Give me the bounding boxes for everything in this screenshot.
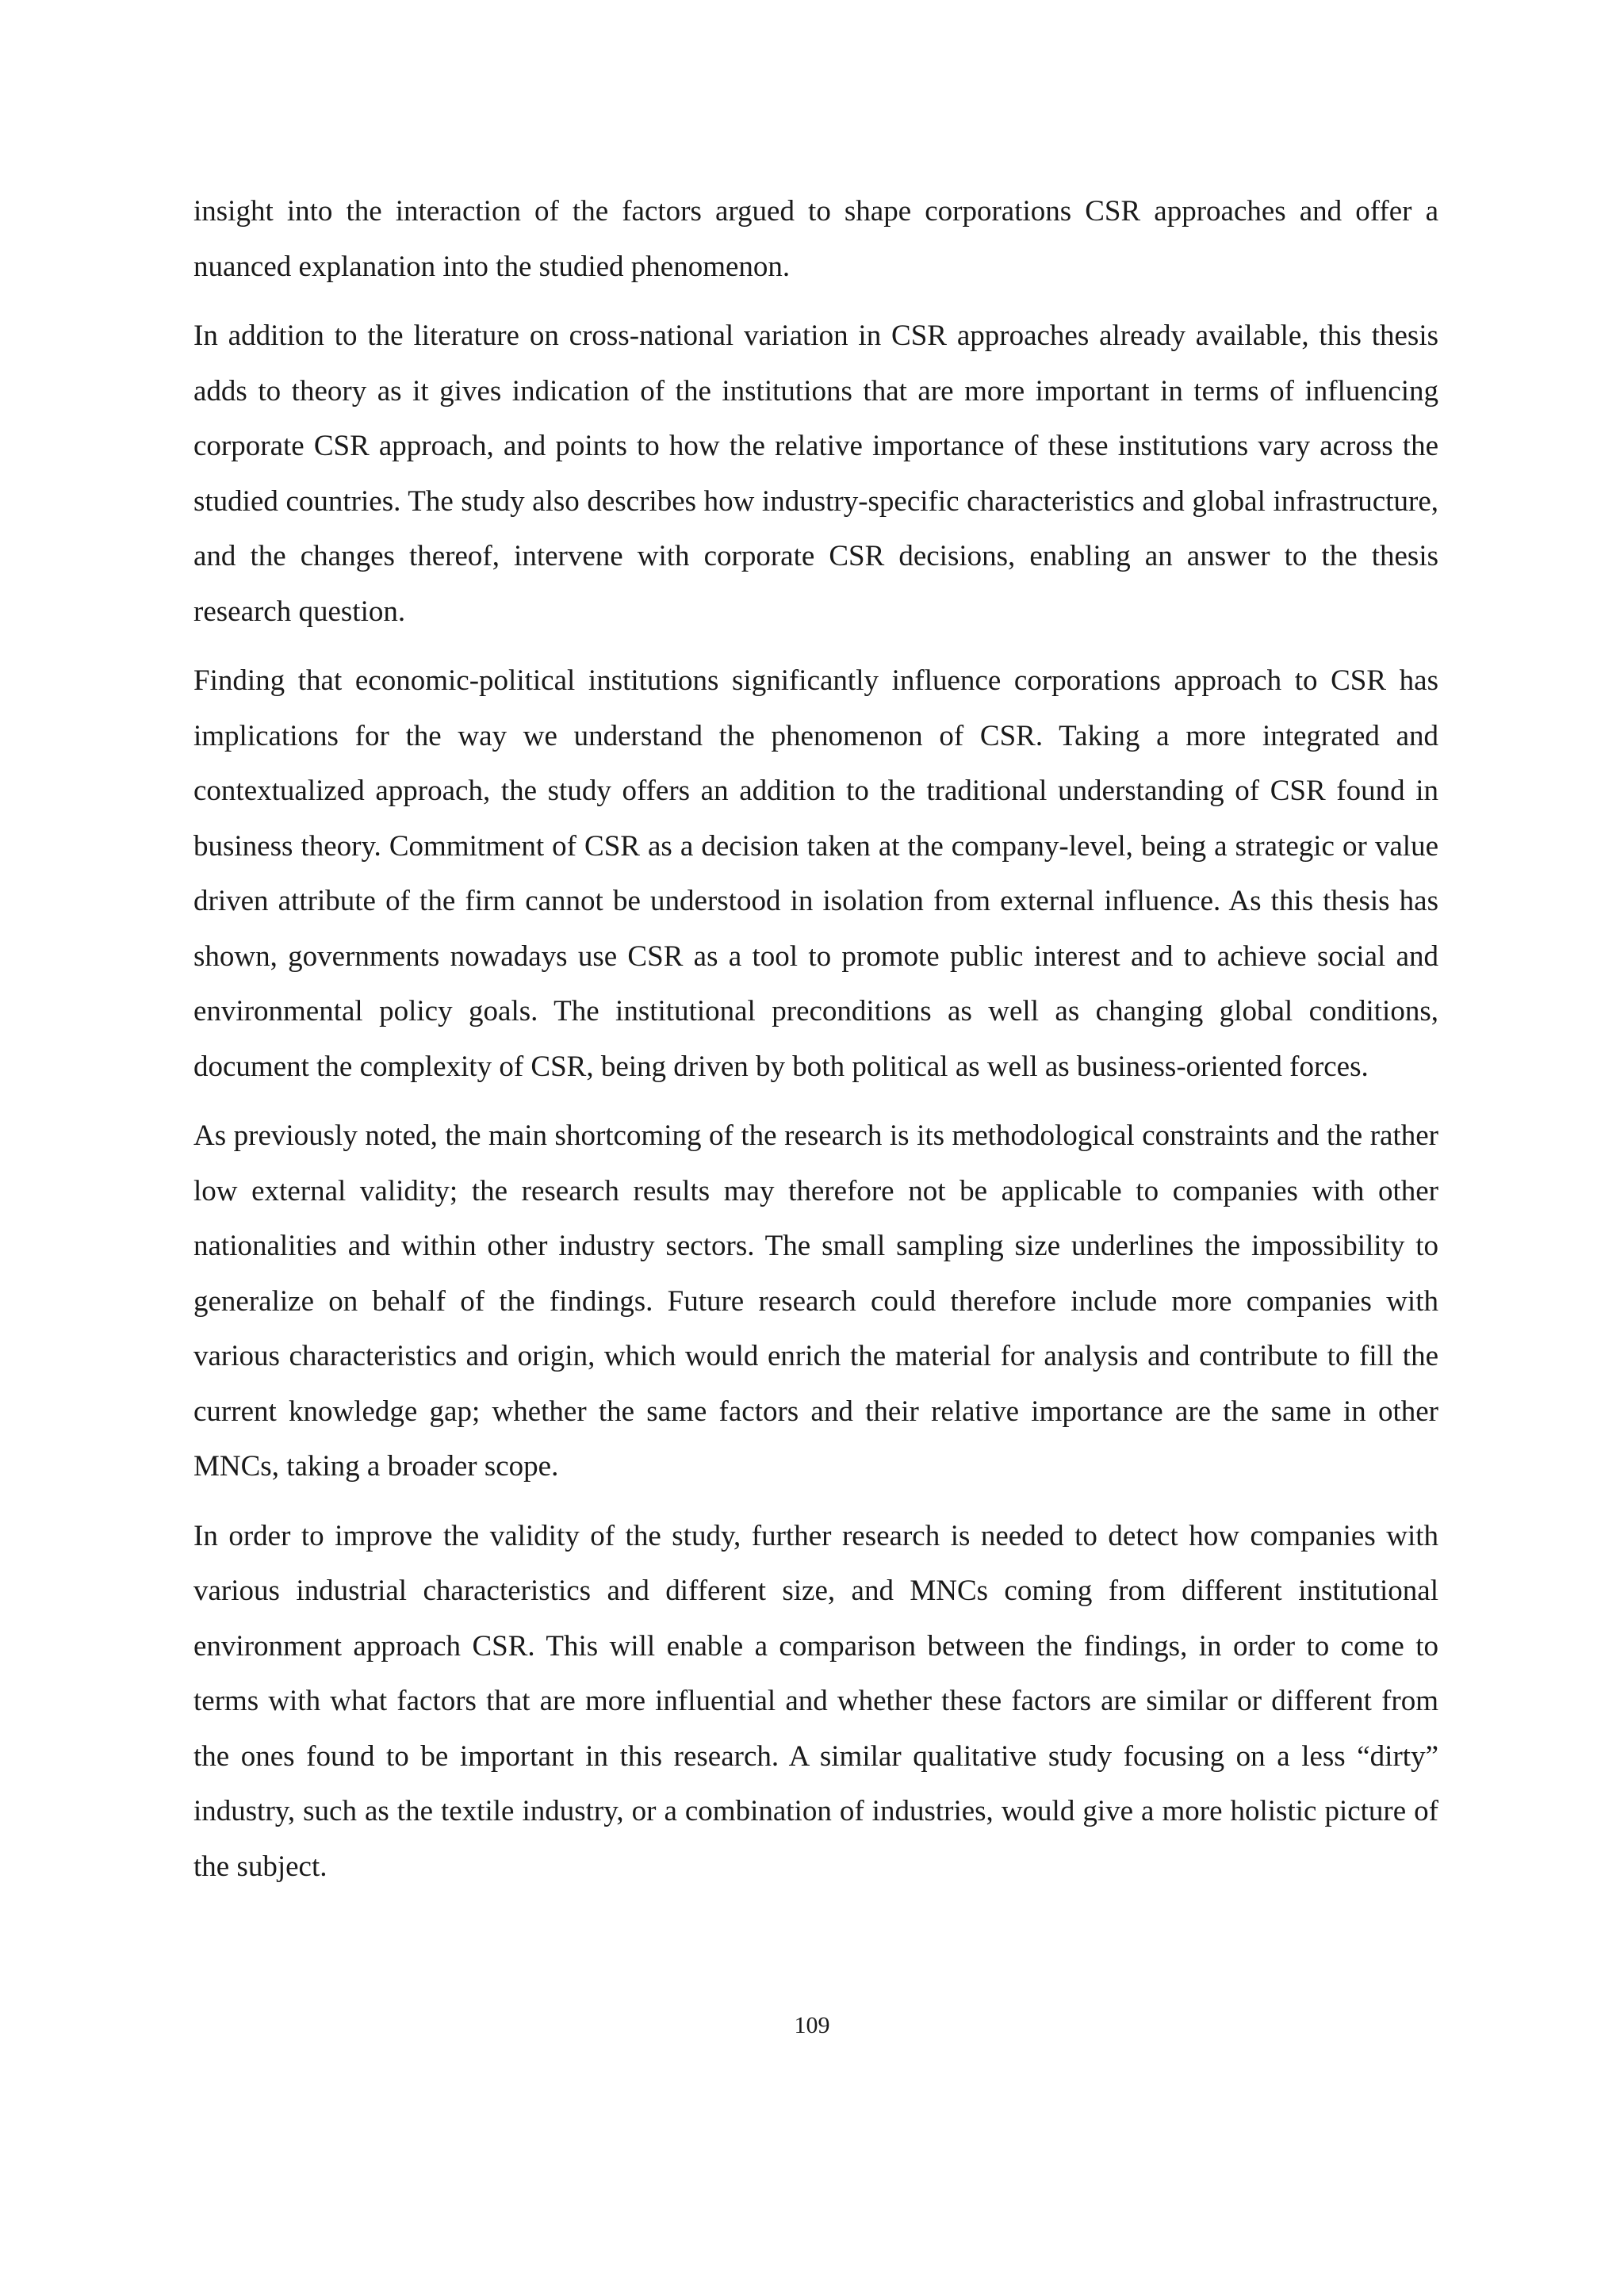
paragraph-continuation: insight into the interaction of the factors argued to shape corporations CSR approaches and offer a nuanced explanation into the studied phenomenon. bbox=[193, 195, 1438, 283]
paragraph-implications: Finding that economic-political institutions significantly influence corporations approach to CSR has implications for the way we understand the phenomenon of CSR. Taking a more integrated and contextualized approach, the study offers an addition to the traditional understanding of CSR found in business theory. Commitment of CSR as a decision taken at the company-level, being a strategic or value driven attribute of the firm cannot be understood in isolation from external influence. As this thesis has shown, governments nowadays use CSR as a tool to promote public interest and to achieve social and environmental policy goals. The institutional preconditions as well as changing global conditions, document the complexity of CSR, being driven by both political as well as business-oriented forces. bbox=[193, 664, 1438, 1083]
body-text bbox=[193, 184, 1438, 1908]
paragraph-further-research: In order to improve the validity of the study, further research is needed to detect how companies with various industrial characteristics and different size, and MNCs coming from different institutional environment approach CSR. This will enable a comparison between the findings, in order to come to terms with what factors that are more influential and whether these factors are similar or different from the ones found to be important in this research. A similar qualitative study focusing on a less “dirty” industry, such as the textile industry, or a combination of industries, would give a more holistic picture of the subject. bbox=[193, 1519, 1438, 1883]
paragraph-limitations: As previously noted, the main shortcoming of the research is its methodological constraints and the rather low external validity; the research results may therefore not be applicable to companies with other nationalities and within other industry sectors. The small sampling size underlines the impossibility to generalize on behalf of the findings. Future research could therefore include more companies with various characteristics and origin, which would enrich the material for analysis and contribute to fill the current knowledge gap; whether the same factors and their relative importance are the same in other MNCs, taking a broader scope. bbox=[193, 1119, 1438, 1483]
page-number: 109 bbox=[794, 2012, 830, 2038]
paragraph-contribution-to-theory: In addition to the literature on cross-national variation in CSR approaches already available, this thesis adds to theory as it gives indication of the institutions that are more important in terms of influencing corporate CSR approach, and points to how the relative importance of these institutions vary across the studied countries. The study also describes how industry-specific characteristics and global infrastructure, and the changes thereof, intervene with corporate CSR decisions, enabling an answer to the thesis research question. bbox=[193, 320, 1438, 628]
